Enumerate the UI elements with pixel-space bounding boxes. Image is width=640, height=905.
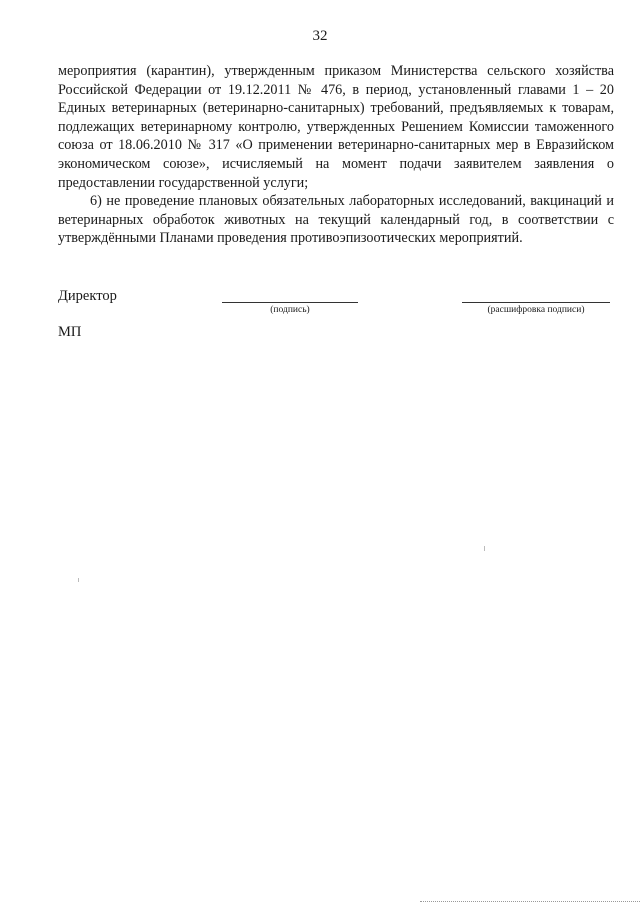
page-number: 32	[312, 28, 328, 44]
signature-decode-caption: (расшифровка подписи)	[487, 305, 585, 315]
signature-caption: (подпись)	[270, 305, 310, 315]
document-body	[58, 62, 614, 248]
paragraph-item-6: 6) не проведение плановых обязательных лабораторных исследований, вакцинаций и ветеринарных обработок животных на текущий календарный год, в соответствии с утверждёнными Планами проведения противоэпизоотических мероприятий.	[58, 193, 614, 247]
director-label: Директор	[58, 288, 117, 304]
signature-decode-line	[462, 302, 610, 303]
scan-speck	[78, 578, 79, 582]
scan-speck	[484, 546, 485, 551]
paragraph-continuation: мероприятия (карантин), утвержденным приказом Министерства сельского хозяйства Российской Федерации от 19.12.2011 № 476, в период, установленный главами 1 – 20 Единых ветеринарных (ветеринарно-санитарных) требований, предъявляемых к товарам, подлежащих ветеринарному контролю, утвержденных Решением Комиссии таможенного союза от 18.06.2010 № 317 «О применении ветеринарно-санитарных мер в Евразийском экономическом союзе», исчисляемый на момент подачи заявителем заявления о предоставлении государственной услуги;	[58, 63, 614, 191]
stamp-label: МП	[58, 324, 82, 340]
signature-block	[58, 288, 618, 328]
scan-edge	[420, 901, 640, 902]
signature-line	[222, 302, 358, 303]
